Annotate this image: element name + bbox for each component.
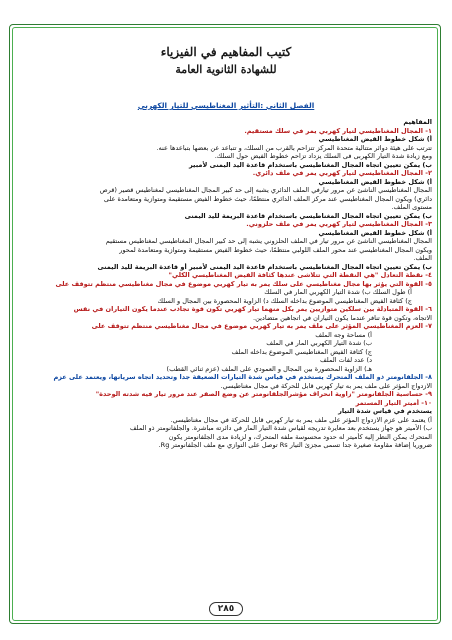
text-line: الملف. [413, 254, 432, 262]
text-line: ١٠- أميتر التيار المستمر [355, 398, 432, 407]
text-line: ب) يمكن تعيين اتجاه المجال المغناطيسي باستخدام قاعدة اليد اليمنى لأمبير [188, 160, 432, 169]
text-line: أ) شكل خطوط الفيض المغناطيسي [318, 177, 432, 186]
book-subtitle: للشهادة الثانوية العامة [175, 63, 277, 76]
text-line: أ) مساحة وجه الملف [315, 330, 372, 339]
text-line: الاتجاه، وتكون قوة تنافر عندما يكون التياران في اتجاهين متضادين. [253, 313, 432, 322]
text-line: دائري) ويكون المجال المغناطيسي عند مركز الملف الدائري منتظمًا، حيث خطوط الفيض مستقيمة ومتوازية ومتعامدة على [103, 194, 432, 203]
text-line: ١- المجال المغناطيسي لتيار كهربي يمر في سلك مستقيم. [244, 126, 432, 135]
text-line: مستوى الملف. [391, 203, 432, 211]
text-line: ٩- حساسية الجلفانومتر "زاوية انحراف مؤشرالجلفانومتر عن وضع الصفر عند مرور تيار فيه شدته الوحدة" [95, 390, 432, 398]
text-line: د) عدد لفات الملف [320, 356, 372, 364]
text-line: أ) طول السلك ب) شدة التيار الكهربي المار في السلك [264, 288, 412, 296]
text-line: أ) يعتمد على عزم الازدواج المؤثر على ملف يمر به تيار كهربي قابل للحركة في مجال مغناطيسي. [170, 415, 432, 424]
chapter-title: الفصل الثاني :التأثير المغناطيسي للتيار الكهربي [137, 101, 315, 110]
text-line: المفاهيم [403, 118, 432, 126]
text-line: تترتب على هيئة دوائر متتالية متحدة المركز تتزاحم بالقرب من السلك، و تتباعد عن بعضها بتباعدها عنه. [156, 143, 432, 152]
page-number: ٢٨٥ [209, 602, 243, 616]
text-line: ويكون المجال المغناطيسي عند محور الملف اللولبي منتظمًا، حيث خطوط الفيض مستقيمة ومتوازية ومتعامدة لمحور [119, 245, 432, 254]
content-body [20, 118, 432, 450]
text-line: يستخدم في قياس شدة التيار [338, 407, 432, 415]
text-line: الازدواج المؤثر على ملف يمر به تيار كهربي قابل للحركة في مجال مغناطيسي. [220, 381, 432, 390]
text-line: ب) شدة التيار الكهربي المار في الملف [266, 339, 372, 347]
text-line: ٦- القوة المتبادلة بين سلكين متوازيين يمر بكل منهما تيار كهربي تكون قوة تجاذب عندما يكون التياران في نفس [73, 305, 432, 313]
text-line: المجال المغناطيسي الناشئ عن مرور تيار في الملف الحلزوني يشبه إلى حد كبير المجال المغناطيسي لمغناطيس مستقيم [105, 237, 432, 245]
text-line: ٣- المجال المغناطيسي لتيار كهربي يمر في ملف حلزوني. [246, 220, 432, 228]
text-line: ب) يمكن تعيين اتجاه المجال المغناطيسي باستخدام قاعدة البريمة لليد اليمنى [184, 211, 432, 220]
text-line: هـ) الزاوية المحصورة بين المجال و العمودي على الملف (عزم ثنائي القطب) [166, 364, 372, 373]
text-line: ب) يمكن تعيين اتجاه المجال المغناطيسي باستخدام قاعدة اليد اليمنى لأمبير أو قاعدة البريمة لليد اليمنى [97, 262, 432, 271]
text-line: ج) كثافة الفيض المغناطيسي الموضوع بداخله الملف [231, 347, 372, 356]
text-line: ضروريا إضافة مقاومة صغيرة جدا تسمى مجزئ التيار Rs توصل على التوازي مع ملف الجلفانومتر Rg. [158, 441, 432, 449]
page-header [0, 44, 452, 77]
text-line: ٧- العزم المغناطيسي المؤثر على ملف يمر به تيار كهربي موضوع في مجال مغناطيسي منتظم تتوقف على [91, 322, 432, 330]
text-line: ج) كثافة الفيض المغناطيسي الموضوع بداخله السلك د) الزاوية المحصورة بين المجال و السلك [157, 296, 412, 305]
text-line: المتحرك يمكن النظر إليه كأميتر له حدود محسوسة ملفه المتحرك، و لزيادة مدى الجلفانومتر يكون [168, 432, 432, 441]
page-number-wrap [0, 596, 452, 616]
text-line: أ) شكل خطوط الفيض المغناطيسي [318, 135, 432, 143]
text-line: المجال المغناطيسي الناشئ عن مرور تيارفي الملف الدائري يشبه إلى حد كبير المجال المغناطيسي لمغناطيس قصير (قرص [99, 186, 432, 194]
book-title: كتيب المفاهيم في الفيزياء [160, 45, 292, 59]
text-line: ب) الأميتر هو جهاز يستخدم بعد معايرة تدريجه لقياس شدة التيار المار في دائرته مباشرة. والجلفانومتر ذو الملف [129, 424, 432, 432]
text-line: ٥- القوة التي يؤثر بها مجال مغناطيسي على سلك يمر به تيار كهربي موضوع في مجال مغناطيسي منتظم تتوقف على [55, 279, 432, 288]
text-line: أ) شكل خطوط الفيض المغناطيسي [318, 228, 432, 237]
text-line: ٤- نقطة التعادل "هي النقطة التي تتلاشى عندها كثافة الفيض المغناطيسي الكلي" [168, 271, 432, 279]
text-line: ٨- الجلفانومتر ذو الملف المتحرك يستخدم في قياس شدة التيارات الضعيفة جدا وتحديد اتجاه سريانها، ويعتمد على عزم [53, 373, 432, 381]
text-line: ومع زيادة شدة التيار الكهربى فى السلك يزداد تزاحم خطوط الفيض حول السلك. [214, 152, 432, 160]
text-line: ٢- المجال المغناطيسي لتيار كهربي يمر في ملف دائري. [252, 169, 432, 177]
